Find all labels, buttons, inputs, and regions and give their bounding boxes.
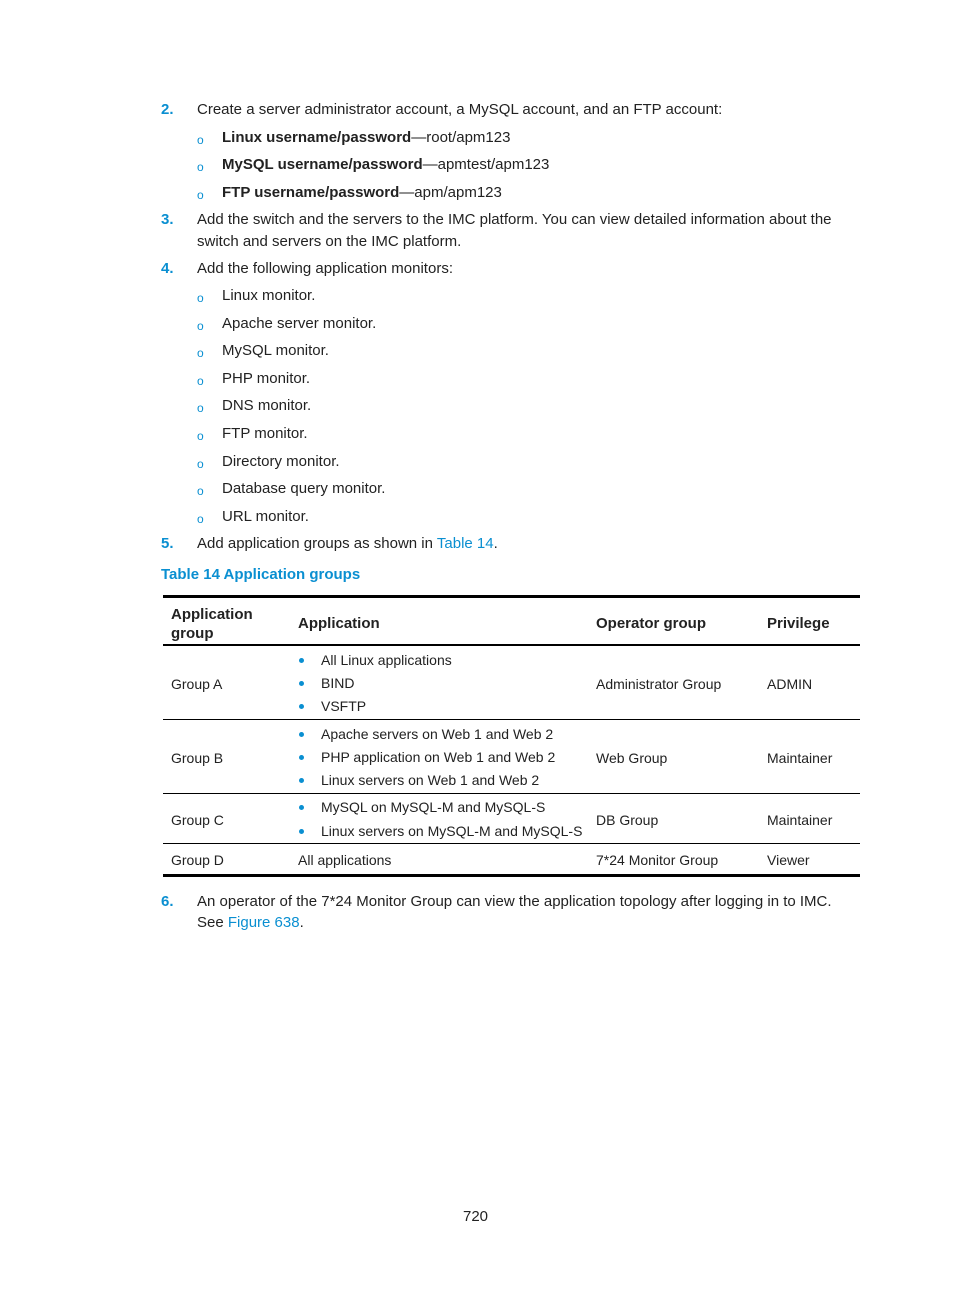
monitor-item: Apache server monitor. — [222, 314, 377, 332]
header-application-group: Application group — [171, 606, 253, 642]
step-text: Add the switch and the servers to the IMC platform. You can view detailed information about the — [197, 211, 832, 228]
cell-application-item: Linux servers on MySQL-M and MySQL-S — [321, 823, 583, 839]
credential-label: FTP username/password — [222, 184, 400, 201]
circle-bullet-icon: o — [197, 188, 204, 202]
circle-bullet-icon: o — [197, 429, 204, 443]
circle-bullet-icon: o — [197, 511, 204, 526]
cell-operator: Web Group — [596, 750, 668, 766]
header-privilege: Privilege — [767, 615, 830, 632]
step-number: 6. — [161, 893, 174, 910]
table-top-rule — [163, 595, 860, 598]
step-text: See Figure 638. — [197, 914, 304, 931]
credential-item — [222, 129, 510, 147]
monitor-item: DNS monitor. — [222, 397, 312, 415]
credential-label: Linux username/password — [222, 129, 412, 146]
cell-application-item: VSFTP — [321, 698, 367, 714]
circle-bullet-icon: o — [197, 318, 204, 333]
header-application: Application — [298, 615, 380, 632]
bullet-dot-icon — [299, 805, 304, 810]
cell-group: Group B — [171, 750, 224, 766]
figure-link[interactable]: Figure 638 — [227, 914, 300, 931]
monitor-item: URL monitor. — [222, 507, 309, 525]
cell-group: Group D — [171, 852, 224, 868]
circle-bullet-icon: o — [197, 160, 204, 174]
credential-label: MySQL username/password — [222, 156, 423, 173]
monitor-item: Directory monitor. — [222, 452, 340, 470]
step-number: 2. — [161, 101, 174, 118]
bullet-dot-icon — [299, 755, 304, 760]
step-text: Add the following application monitors: — [197, 260, 453, 277]
header-rule — [163, 644, 860, 646]
row-rule — [163, 843, 860, 844]
monitor-item: FTP monitor. — [222, 425, 308, 442]
cell-group: Group A — [171, 676, 223, 692]
cell-application-item: Linux servers on Web 1 and Web 2 — [321, 772, 540, 788]
monitor-item: MySQL monitor. — [222, 342, 329, 360]
step-text: Create a server administrator account, a MySQL account, and an FTP account: — [197, 101, 723, 118]
monitor-item: PHP monitor. — [222, 369, 311, 387]
cell-application-item: BIND — [321, 675, 355, 691]
monitor-item: Linux monitor. — [222, 287, 316, 304]
circle-bullet-icon: o — [197, 346, 204, 361]
credential-item — [222, 184, 502, 202]
bullet-dot-icon — [299, 732, 304, 737]
circle-bullet-icon: o — [197, 484, 204, 499]
credential-item — [222, 156, 549, 174]
table-link[interactable]: Table 14 — [436, 535, 494, 552]
credential-value: —root/apm123 — [411, 129, 511, 146]
cell-application-item: PHP application on Web 1 and Web 2 — [321, 749, 556, 765]
step-number: 5. — [161, 535, 174, 552]
step-text: An operator of the 7*24 Monitor Group can view the application topology after logging in to IMC. — [197, 893, 832, 910]
bullet-dot-icon — [299, 778, 304, 783]
cell-application-item: Apache servers on Web 1 and Web 2 — [321, 726, 554, 742]
row-rule — [163, 719, 860, 720]
row-rule — [163, 793, 860, 794]
cell-application: All applications — [298, 852, 392, 868]
circle-bullet-icon: o — [197, 133, 204, 147]
cell-operator: Administrator Group — [596, 676, 722, 692]
cell-privilege: Maintainer — [767, 750, 833, 766]
cell-operator: 7*24 Monitor Group — [596, 852, 719, 868]
credential-value: —apm/apm123 — [399, 184, 502, 201]
table-bottom-rule — [163, 874, 860, 877]
bullet-dot-icon — [299, 681, 304, 686]
cell-group: Group C — [171, 812, 224, 828]
bullet-dot-icon — [299, 658, 304, 663]
cell-operator: DB Group — [596, 812, 659, 828]
step-number: 4. — [161, 260, 174, 277]
step-number: 3. — [161, 211, 174, 228]
circle-bullet-icon: o — [197, 456, 204, 471]
bullet-dot-icon — [299, 704, 304, 709]
page-number: 720 — [463, 1208, 489, 1225]
step-text: Add application groups as shown in Table 14. — [197, 535, 498, 552]
table-caption: Table 14 Application groups — [161, 566, 361, 583]
cell-application-item: MySQL on MySQL-M and MySQL-S — [321, 799, 546, 815]
cell-privilege: Maintainer — [767, 812, 833, 828]
circle-bullet-icon: o — [197, 401, 204, 416]
step-text: switch and servers on the IMC platform. — [197, 233, 462, 250]
cell-privilege: Viewer — [767, 852, 810, 868]
monitor-item: Database query monitor. — [222, 480, 386, 498]
cell-application-item: All Linux applications — [321, 652, 452, 668]
header-operator-group: Operator group — [596, 615, 707, 632]
cell-privilege: ADMIN — [767, 676, 813, 692]
circle-bullet-icon: o — [197, 373, 204, 388]
credential-value: —apmtest/apm123 — [422, 156, 550, 173]
bullet-dot-icon — [299, 829, 304, 834]
circle-bullet-icon: o — [197, 291, 204, 305]
